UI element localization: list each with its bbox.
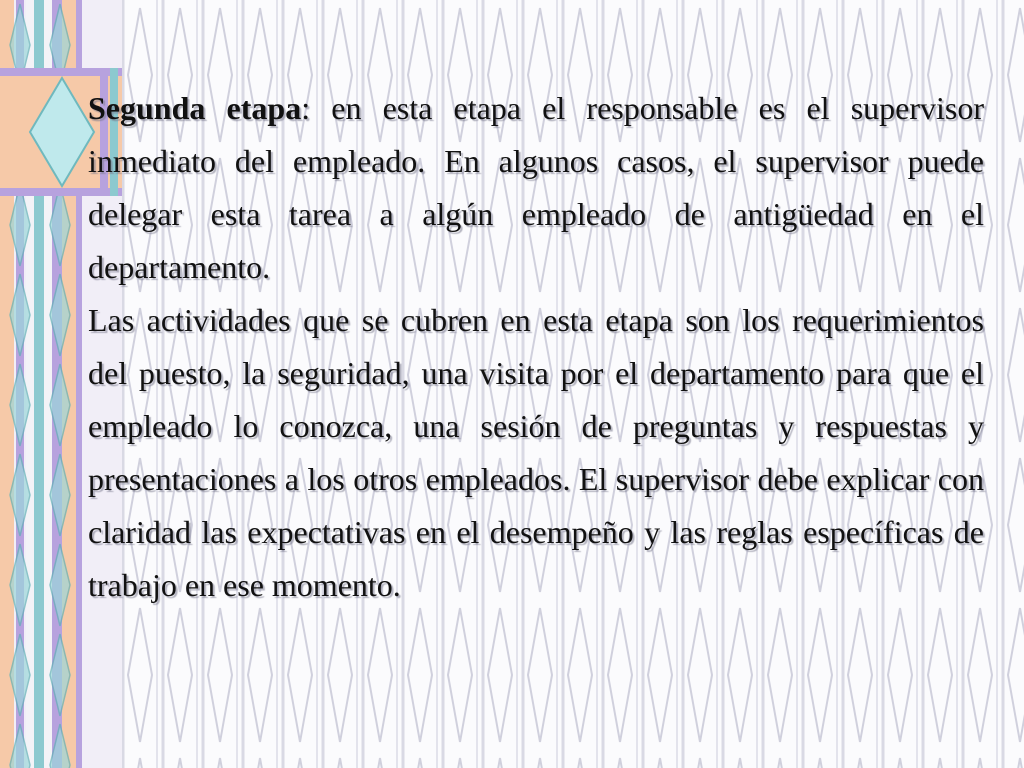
term-bold: Segunda etapa (88, 90, 302, 126)
paragraph-segunda-etapa (88, 82, 984, 294)
slide-body-text (88, 82, 984, 612)
paragraph-1-text: : en esta etapa el responsable es el supervisor inmediato del empleado. En algunos casos, el supervisor puede delegar esta tarea a algún empleado de antigüedad en el departamento. (88, 90, 985, 285)
paragraph-actividades: Las actividades que se cubren en esta etapa son los requerimientos del puesto, la seguridad, una visita por el departamento para que el empleado lo conozca, una sesión de preguntas y respuestas y presentaciones a los otros empleados. El supervisor debe explicar con claridad las expectativas en el desempeño y las reglas específicas de trabajo en ese momento. (88, 302, 984, 603)
